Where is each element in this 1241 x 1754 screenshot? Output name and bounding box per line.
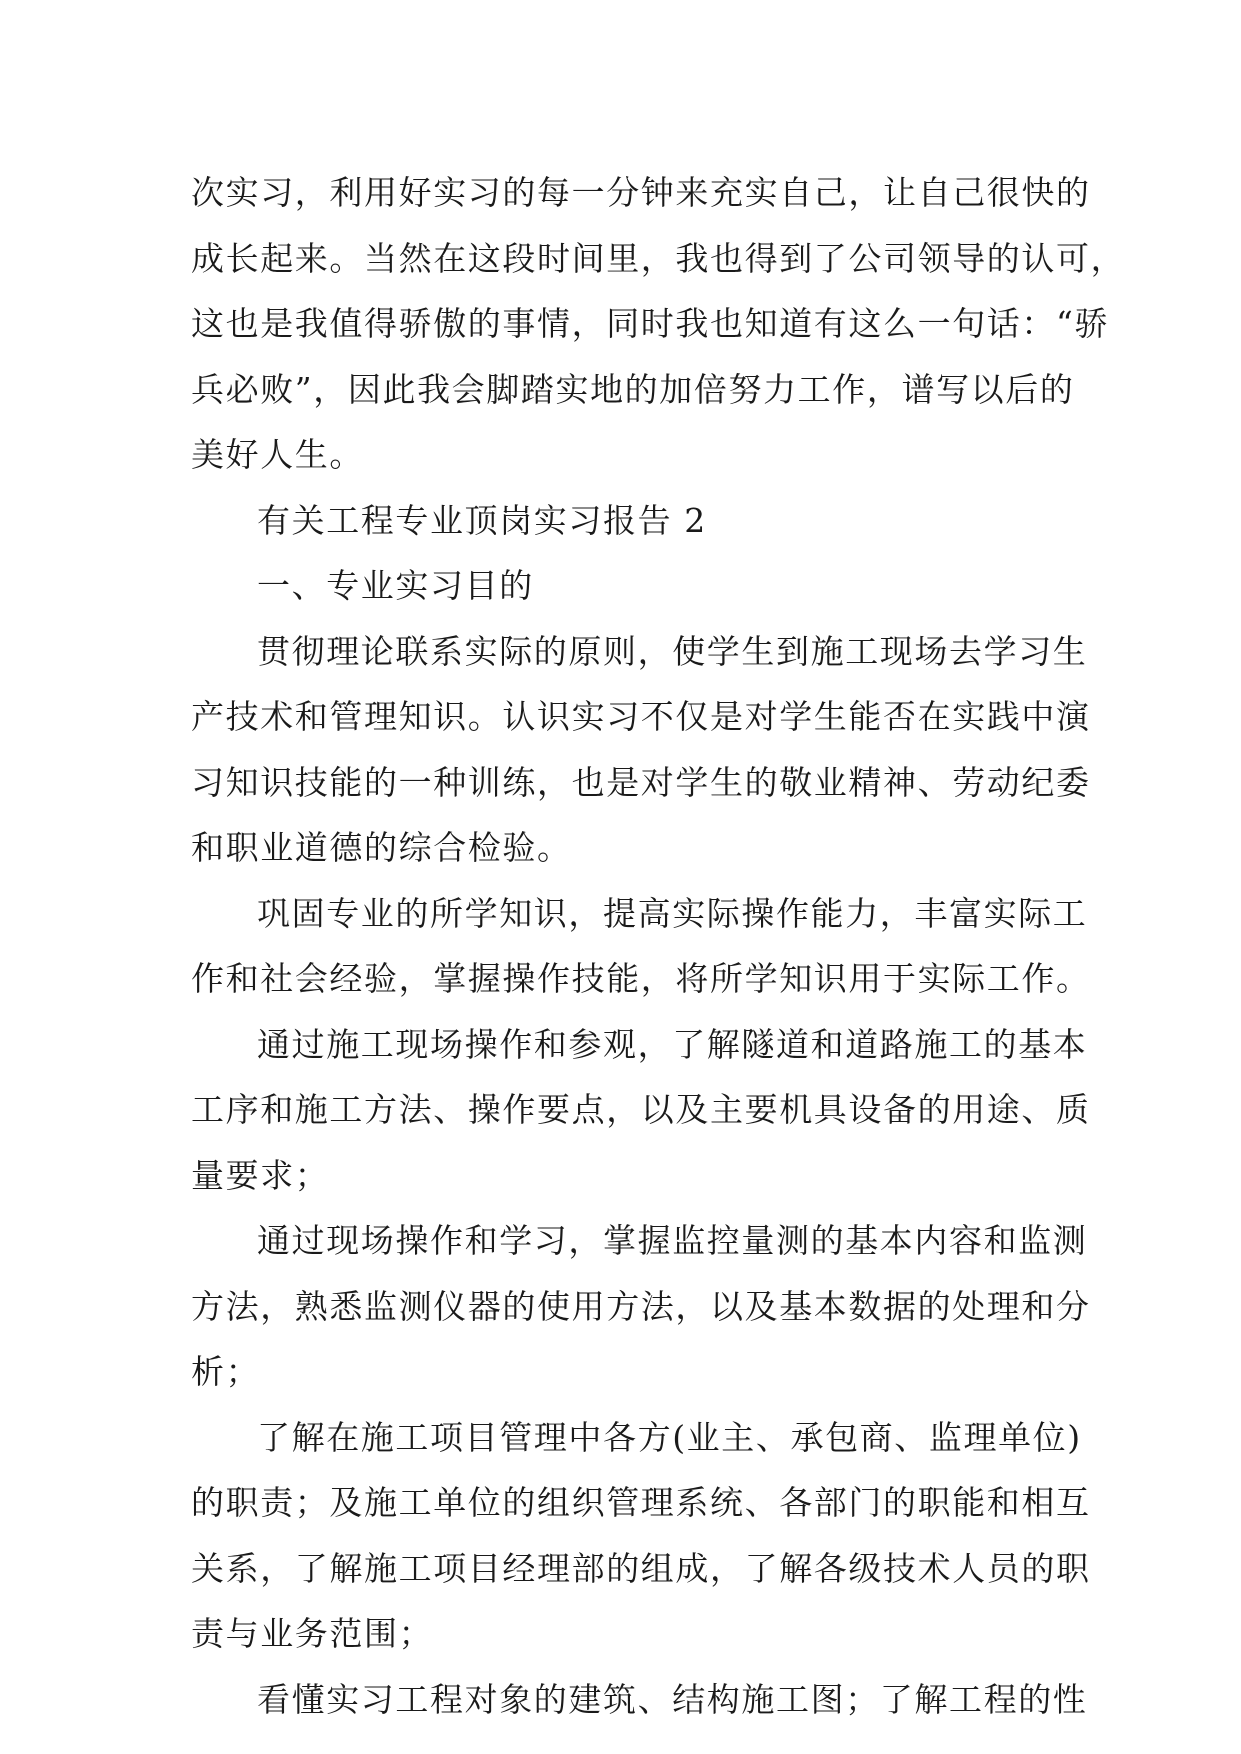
text-line: 的职责；及施工单位的组织管理系统、各部门的职能和相互 xyxy=(191,1483,1091,1522)
text-line: 习知识技能的一种训练，也是对学生的敬业精神、劳动纪委 xyxy=(191,762,1091,802)
text-line: 通过施工现场操作和参观，了解隧道和道路施工的基本 xyxy=(257,1024,1088,1064)
text-line: 作和社会经验，掌握操作技能，将所学知识用于实际工作。 xyxy=(191,959,1091,998)
text-line: 方法，熟悉监测仪器的使用方法，以及基本数据的处理和分 xyxy=(191,1286,1091,1326)
text-line: 有关工程专业顶岗实习报告 2 xyxy=(257,500,707,540)
text-line: 析； xyxy=(191,1352,261,1391)
text-line: 工序和施工方法、操作要点，以及主要机具设备的用途、质 xyxy=(191,1090,1091,1129)
text-line: 次实习，利用好实习的每一分钟来充实自己，让自己很快的 xyxy=(191,173,1091,212)
text-line: 量要求； xyxy=(191,1155,330,1195)
text-line: 和职业道德的综合检验。 xyxy=(191,828,572,867)
document-page xyxy=(191,160,1126,1732)
text-line: 产技术和管理知识。认识实习不仅是对学生能否在实践中演 xyxy=(191,697,1091,736)
text-line: 兵必败”，因此我会脚踏实地的加倍努力工作，谱写以后的 xyxy=(191,369,1075,409)
text-line: 成长起来。当然在这段时间里，我也得到了公司领导的认可， xyxy=(191,238,1126,278)
text-line: 看懂实习工程对象的建筑、结构施工图；了解工程的性 xyxy=(257,1679,1088,1719)
text-line: 巩固专业的所学知识，提高实际操作能力，丰富实际工 xyxy=(257,893,1088,933)
text-line: 通过现场操作和学习，掌握监控量测的基本内容和监测 xyxy=(257,1221,1088,1260)
text-line: 这也是我值得骄傲的事情，同时我也知道有这么一句话：“骄 xyxy=(191,304,1110,343)
text-line: 责与业务范围； xyxy=(191,1614,434,1653)
text-line: 美好人生。 xyxy=(191,435,364,474)
text-line: 关系，了解施工项目经理部的组成，了解各级技术人员的职 xyxy=(191,1548,1091,1588)
text-line: 了解在施工项目管理中各方(业主、承包商、监理单位) xyxy=(257,1417,1082,1457)
text-line: 一、专业实习目的 xyxy=(257,566,534,605)
text-line: 贯彻理论联系实际的原则，使学生到施工现场去学习生 xyxy=(257,631,1088,671)
